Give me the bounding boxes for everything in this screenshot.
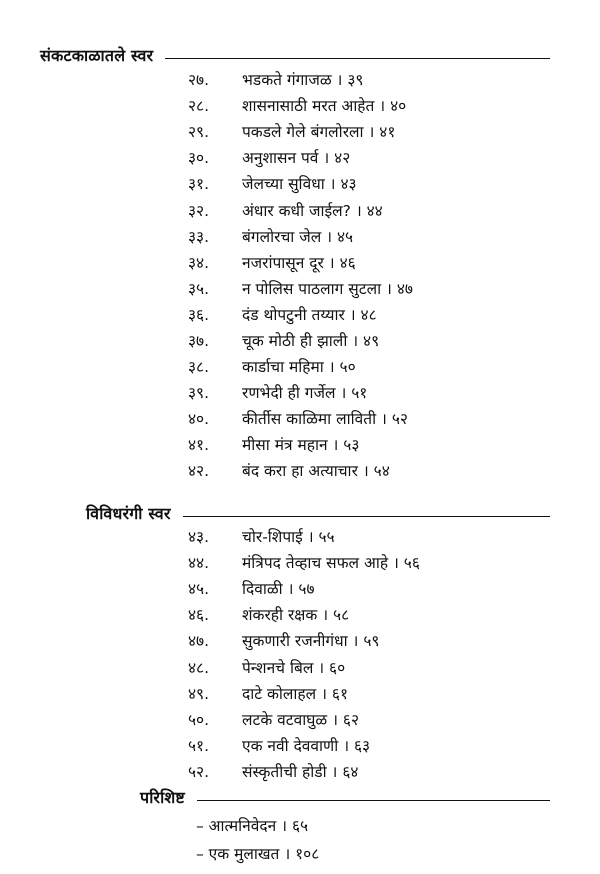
item-number: ४२. xyxy=(188,462,210,481)
section-heading xyxy=(40,42,550,68)
item-title: पेन्शनचे बिल । ६० xyxy=(242,658,346,677)
section-divider xyxy=(197,800,550,801)
list-item xyxy=(188,223,568,249)
item-title: बंगलोरचा जेल । ४५ xyxy=(242,227,354,246)
item-number: ४३. xyxy=(188,528,210,547)
item-title: शंकरही रक्षक । ५८ xyxy=(242,606,350,625)
item-number: ३४. xyxy=(188,253,210,272)
list-item xyxy=(188,575,568,601)
contents-list xyxy=(188,523,568,784)
item-title: शासनासाठी मरत आहेत । ४० xyxy=(242,97,407,116)
item-title: कार्डाचा महिमा । ५० xyxy=(242,358,356,377)
appendix-title: परिशिष्ट xyxy=(140,788,185,807)
item-title: एक नवी देववाणी । ६३ xyxy=(242,736,371,755)
list-item xyxy=(188,653,568,679)
list-item xyxy=(196,839,556,867)
list-item xyxy=(188,431,568,457)
item-title: चूक मोठी ही झाली । ४९ xyxy=(242,331,380,350)
appendix-list xyxy=(196,811,556,867)
list-item xyxy=(188,706,568,732)
item-title: जेलच्या सुविधा । ४३ xyxy=(242,175,357,194)
item-title: दाटे कोलाहल । ६१ xyxy=(242,684,349,703)
item-number: ४४. xyxy=(188,554,210,573)
list-item xyxy=(188,301,568,327)
item-number: ४१. xyxy=(188,436,210,455)
list-item xyxy=(188,523,568,549)
item-number: ४०. xyxy=(188,410,210,429)
item-title: मीसा मंत्र महान । ५३ xyxy=(242,436,360,455)
list-item xyxy=(188,249,568,275)
item-number: २८. xyxy=(188,97,210,116)
item-title: लटके वटवाघुळ । ६२ xyxy=(242,710,360,729)
list-item xyxy=(188,457,568,483)
item-title: मंत्रिपद तेव्हाच सफल आहे । ५६ xyxy=(242,554,420,573)
item-number: ४५. xyxy=(188,580,210,599)
item-number: ५२. xyxy=(188,762,210,781)
list-item xyxy=(188,758,568,784)
item-title: न पोलिस पाठलाग सुटला । ४७ xyxy=(242,279,413,298)
list-item xyxy=(188,118,568,144)
item-title: रणभेदी ही गर्जेल । ५१ xyxy=(242,384,368,403)
item-number: ४९. xyxy=(188,684,210,703)
item-number: ३५. xyxy=(188,279,210,298)
list-item xyxy=(188,170,568,196)
item-title: अंधार कधी जाईल? । ४४ xyxy=(242,201,383,220)
list-item xyxy=(188,627,568,653)
item-number: ३१. xyxy=(188,175,210,194)
item-number: ३६. xyxy=(188,305,210,324)
item-title: संस्कृतीची होडी । ६४ xyxy=(242,762,359,781)
section-title: संकटकाळातले स्वर xyxy=(40,46,154,65)
item-number: २७. xyxy=(188,71,210,90)
item-number: ३०. xyxy=(188,149,210,168)
item-title: चोर-शिपाई । ५५ xyxy=(242,528,335,547)
list-item xyxy=(188,92,568,118)
item-number: ३८. xyxy=(188,358,210,377)
item-title: दंड थोपटुनी तय्यार । ४८ xyxy=(242,305,377,324)
item-number: ४७. xyxy=(188,632,210,651)
item-number: ४८. xyxy=(188,658,210,677)
item-title: दिवाळी । ५७ xyxy=(242,580,315,599)
item-title: भडकते गंगाजळ । ३९ xyxy=(242,71,364,90)
appendix-heading xyxy=(140,784,550,810)
item-number: ४६. xyxy=(188,606,210,625)
list-item xyxy=(188,327,568,353)
list-item xyxy=(188,601,568,627)
list-item xyxy=(188,549,568,575)
item-title: पकडले गेले बंगलोरला । ४१ xyxy=(242,123,396,142)
appendix-item: – आत्मनिवेदन । ६५ xyxy=(196,817,309,835)
item-title: कीर्तीस काळिमा लाविती । ५२ xyxy=(242,410,408,429)
section-title: विविधरंगी स्वर xyxy=(86,504,171,523)
list-item xyxy=(188,196,568,222)
contents-list xyxy=(188,66,568,484)
list-item xyxy=(196,811,556,839)
appendix-item: – एक मुलाखत । १०८ xyxy=(196,845,320,863)
item-title: अनुशासन पर्व । ४२ xyxy=(242,149,351,168)
section-divider xyxy=(183,516,550,517)
item-number: ५०. xyxy=(188,710,210,729)
item-number: ३२. xyxy=(188,201,210,220)
item-number: ५१. xyxy=(188,736,210,755)
list-item xyxy=(188,275,568,301)
section-divider xyxy=(165,58,550,59)
item-number: ३९. xyxy=(188,384,210,403)
list-item xyxy=(188,680,568,706)
item-title: सुकणारी रजनीगंधा । ५९ xyxy=(242,632,380,651)
list-item xyxy=(188,353,568,379)
item-number: २९. xyxy=(188,123,210,142)
list-item xyxy=(188,732,568,758)
item-title: बंद करा हा अत्याचार । ५४ xyxy=(242,462,390,481)
list-item xyxy=(188,405,568,431)
list-item xyxy=(188,379,568,405)
item-number: ३७. xyxy=(188,331,210,350)
list-item xyxy=(188,144,568,170)
list-item xyxy=(188,66,568,92)
item-number: ३३. xyxy=(188,227,210,246)
item-title: नजरांपासून दूर । ४६ xyxy=(242,253,356,272)
